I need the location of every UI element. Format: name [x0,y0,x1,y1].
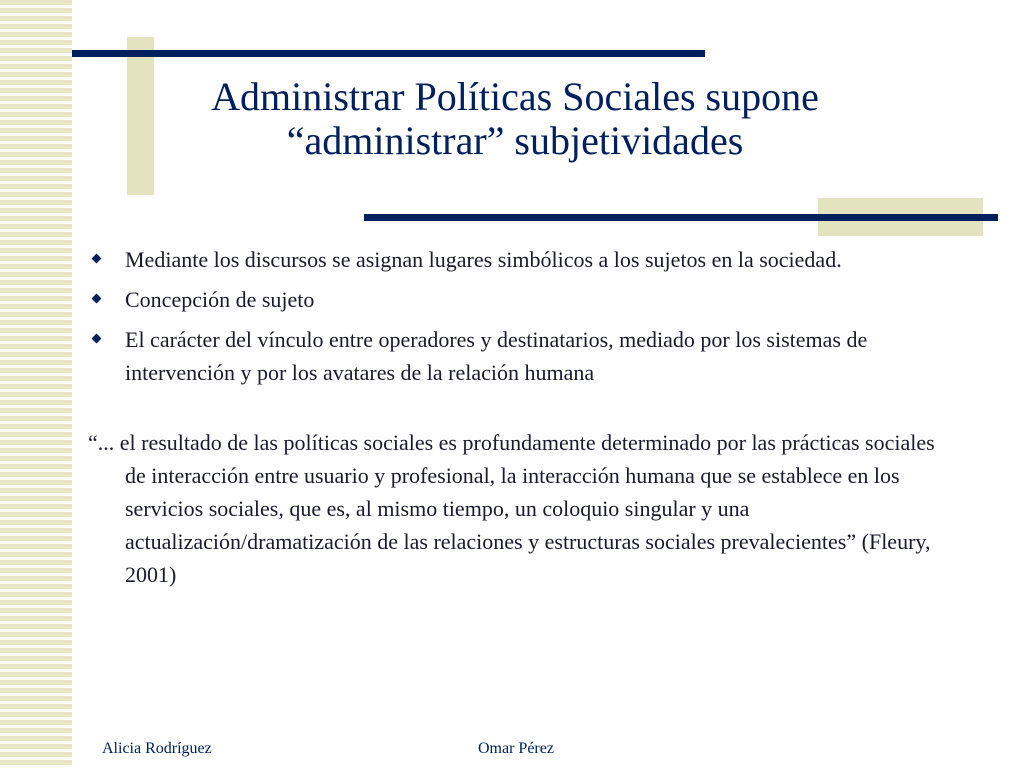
bullet-item [88,283,958,316]
footer-author-right: Omar Pérez [478,740,554,757]
left-striped-border [0,0,72,768]
bullet-text: Mediante los discursos se asignan lugares simbólicos a los sujetos en la sociedad. [125,247,842,272]
quote-paragraph: “... el resultado de las políticas sociales es profundamente determinado por las prácticas sociales de interacción entre usuario y profesional, la interacción humana que se establece en los servicios sociales, que es, al mismo tiempo, un coloquio singular y una actualización/dramatización de las relaciones y estructuras sociales prevalecientes” (Fleury, 2001) [88,430,935,587]
slide-title [100,75,930,163]
diamond-bullet-icon [92,334,102,344]
slide-title-line-1: Administrar Políticas Sociales supone [211,74,819,119]
bullet-text: Concepción de sujeto [125,287,315,312]
subtitle-decor-line [364,214,998,221]
diamond-bullet-icon [92,254,102,264]
slide-title-line-2: “administrar” subjetividades [286,118,744,163]
slide-content [88,243,958,591]
bullet-text: El carácter del vínculo entre operadores y destinatarios, mediado por los sistemas de intervención y por los avatares de la relación humana [125,327,868,385]
diamond-bullet-icon [92,294,102,304]
footer-author-left: Alicia Rodríguez [102,740,212,757]
bullet-list [88,243,958,389]
bullet-item [88,323,958,389]
title-decor-line [72,50,705,57]
bullet-item [88,243,958,276]
